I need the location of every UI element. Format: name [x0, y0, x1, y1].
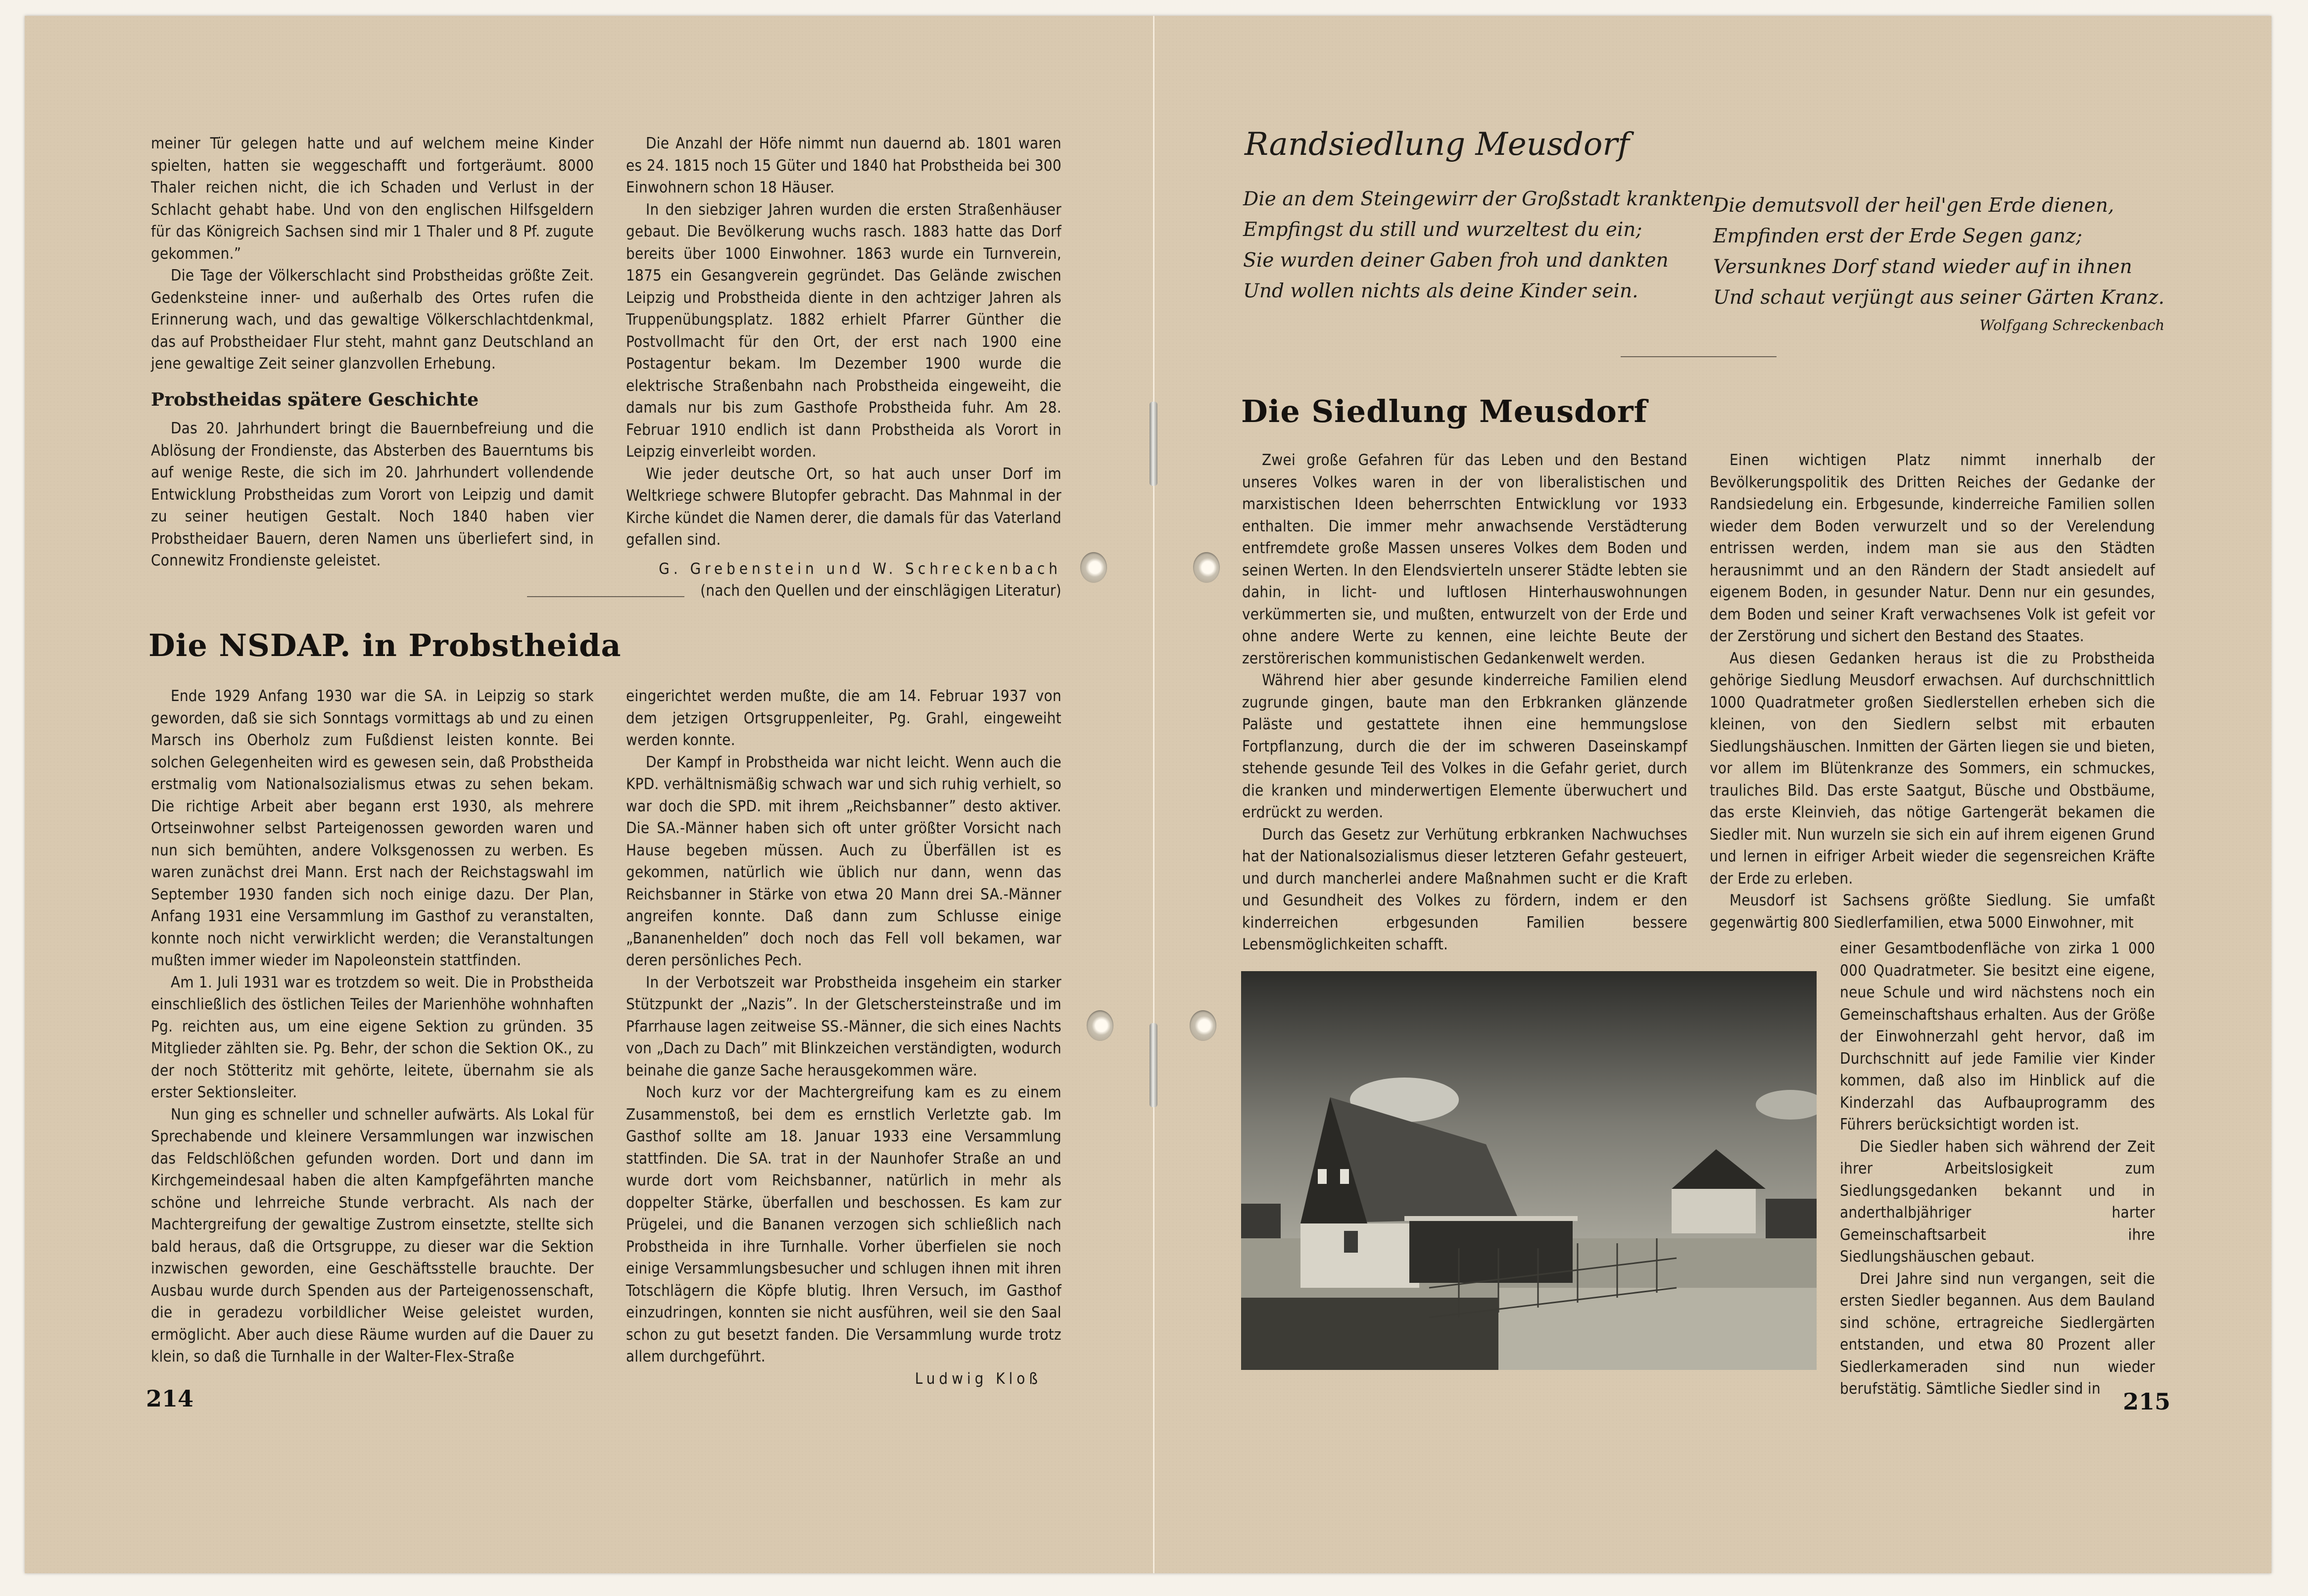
punch-hole: [1087, 1010, 1113, 1041]
poem-line: Und schaut verjüngt aus seiner Gärten Kranz.: [1713, 286, 2164, 309]
paragraph: Am 1. Juli 1931 war es trotzdem so weit. Die in Probstheida einschließlich des östlichen Teiles der Marienhöhe wohnhaften Pg. reichten aus, um eine eigene Sektion zu gründen. 35 Mitglieder zählten sie. Pg. Behr, der schon die Sektion OK., zu der noch Stötteritz mit gehörte, leitete, übernahm sie als erster Sektionsleiter.: [151, 973, 594, 1101]
paragraph: Wie jeder deutsche Ort, so hat auch unser Dorf im Weltkriege schwere Blutopfer gebracht. Das Mahnmal in der Kirche kündet die Namen derer, die damals für das Vaterland gefallen sind.: [626, 465, 1061, 549]
poem-line: Die demutsvoll der heil'gen Erde dienen,: [1713, 194, 2115, 217]
section-divider: [527, 596, 684, 597]
left-col1-top: [151, 133, 594, 572]
poem-line: Und wollen nichts als deine Kinder sein.: [1243, 280, 1638, 302]
paragraph: Aus diesen Gedanken heraus ist die zu Probstheida gehörige Siedlung Meusdorf erwachsen. Auf durchschnittlich 1000 Quadratmeter großen Siedlerstellen erheben sich die kleinen, von den Siedlern selbst mit erbauten Siedlungshäuschen. Inmitten der Gärten liegen sie und bieten, vor allem im Blütenkranze des Sommers, ein schmuckes, trauliches Bild. Das erste Saatgut, Büsche und Obstbäume, das erste Kleinvieh, das nötige Gartengerät bekamen die Siedler mit. Nun wurzeln sie sich ein auf ihrem eigenen Grund und lernen in eifriger Arbeit wieder die segensreichen Kräfte der Erde zu erleben.: [1710, 649, 2155, 888]
author-byline: Ludwig Kloß: [914, 1369, 1042, 1388]
paragraph: Die Siedler haben sich während der Zeit ihrer Arbeitslosigkeit zum Siedlungsgedanken bekannt und in anderthalbjähriger harter Gemeinschaftsarbeit ihre Siedlungshäuschen gebaut.: [1840, 1137, 2155, 1266]
garden-dark: [1241, 1298, 1498, 1370]
nsdap-col2: [626, 685, 1061, 1390]
paragraph: meiner Tür gelegen hatte und auf welchem meine Kinder spielten, hatten sie weggeschafft und fortgeräumt. 8000 Thaler reichen nicht, die ich Schaden und Verlust in der Schlacht gehabt habe. Und von den englischen Hilfsgeldern für das Königreich Sachsen sind mir 1 Thaler und 8 Pf. zugute gekommen.”: [151, 135, 594, 263]
punch-hole: [1193, 552, 1220, 583]
paragraph: Das 20. Jahrhundert bringt die Bauernbefreiung und die Ablösung der Frondienste, das Absterben des Bauerntums bis auf wenige Reste, die sich im 20. Jahrhundert vollendende Entwicklung Probstheidas zum Vorort von Leipzig und damit zu seiner heutigen Gestalt. Noch 1840 haben vier Probstheidaer Bauern, deren Namen uns überliefert sind, in Connewitz Frondienste geleistet.: [151, 420, 594, 569]
garden-light: [1498, 1288, 1817, 1370]
paragraph: In den siebziger Jahren wurden die ersten Straßenhäuser gebaut. Die Bevölkerung wuchs rasch. 1883 hatte das Dorf bereits über 1000 Einwohner. 1863 wurde ein Turnverein, 1875 ein Gesangverein gegründet. Das Gelände zwischen Leipzig und Probstheida diente in den achtziger Jahren als Truppenübungsplatz. 1882 erhielt Pfarrer Günther die Postvollmacht für den Ort, der erst nach 1900 eine Postagentur bekam. Im Dezember 1900 wurde die elektrische Straßenbahn nach Probstheida eingeweiht, die damals nur bis zum Gasthofe Probstheida fuhr. Am 28. Februar 1910 endlich ist dann Probstheida als Vorort in Leipzig einverleibt worden.: [626, 200, 1061, 461]
paragraph: Drei Jahre sind nun vergangen, seit die ersten Siedler begannen. Aus dem Bauland sind schöne, ertragreiche Siedlergärten entstanden, und etwa 80 Prozent aller Siedlerkameraden sind nun wieder berufstätig. Sämtliche Siedler sind in: [1840, 1269, 2155, 1398]
paragraph: Nun ging es schneller und schneller aufwärts. Als Lokal für Sprechabende und kleinere Versammlungen war inzwischen das Feldschlößchen gefunden worden. Dort und dann im Kirchgemeindesaal haben die alten Kampfgefährten manche schöne und lehrreiche Stunde verbracht. Als nach der Machtergreifung der gewaltige Zustrom einsetzte, stellte sich bald heraus, daß die Ortsgruppe, zu dieser war die Sektion inzwischen geworden, eine Geschäftsstelle brauchte. Der Ausbau wurde durch Spenden aus der Parteigenossenschaft, die in geradezu vorbildlicher Weise geleistet wurden, ermöglicht. Aber auch diese Räume wurden auf die Dauer zu klein, so daß die Turnhalle in der Walter-Flex-Straße: [151, 1105, 594, 1365]
settlement-house-photo: [1241, 971, 1817, 1370]
poem-stanza-1: [1243, 184, 1721, 307]
poem-line: Empfinden erst der Erde Segen ganz;: [1713, 225, 2082, 247]
paragraph: Die Anzahl der Höfe nimmt nun dauernd ab. 1801 waren es 24. 1815 noch 15 Güter und 1840 hat Probstheida bei 300 Einwohnern schon 18 Häuser.: [626, 135, 1061, 196]
left-col2-top: [626, 133, 1061, 602]
source-note: (nach den Quellen und der einschlägigen Literatur): [700, 582, 1061, 600]
page-number: 214: [146, 1385, 194, 1412]
nsdap-col1: [151, 685, 594, 1368]
paragraph: Die Tage der Völkerschlacht sind Probstheidas größte Zeit. Gedenksteine inner- und außerhalb des Ortes rufen die Erinnerung wach, und das gewaltige Völkerschlachtdenkmal, das auf Probstheidaer Flur steht, mahnt ganz Deutschland an jene gewaltige Zeit seiner glanzvollen Erhebung.: [151, 267, 594, 373]
section-divider: [1621, 356, 1777, 357]
neighbour-house: [1766, 1199, 1817, 1238]
paragraph: Während hier aber gesunde kinderreiche Familien elend zugrunde gingen, baute man den Erbkranken glänzende Paläste und gestattete ihnen eine hemmungslose Fortpflanzung, durch die der im schweren Daseinskampf stehende gesunde Teil des Volkes in die Gefahr geriet, durch die kranken und minderwertigen Elemente überwuchert und erdrückt zu werden.: [1242, 671, 1687, 821]
paragraph: Meusdorf ist Sachsens größte Siedlung. Sie umfaßt gegenwärtig 800 Siedlerfamilien, etwa 5000 Einwohner, mit: [1710, 892, 2155, 932]
meusdorf-col2-narrow: [1840, 938, 2155, 1400]
paragraph: Durch das Gesetz zur Verhütung erbkranken Nachwuchses hat der Nationalsozialismus dieser letzteren Gefahr gesteuert, und durch mancherlei andere Maßnahmen sucht er die Kraft und Gesundheit des Volkes zu fördern, indem er den kinderreichen erbgesunden Familien bessere Lebensmöglichkeiten schafft.: [1242, 825, 1687, 953]
spine-fold: [1153, 16, 1154, 1573]
paragraph: Ende 1929 Anfang 1930 war die SA. in Leipzig so stark geworden, daß sie sich Sonntags vormittags ab und zu einen Marsch ins Oberholz zum Fußdienst leisten konnte. Bei solchen Gelegenheiten wird es gewesen sein, daß Probstheida erstmalig vom Nationalsozialismus etwas zu sehen bekam. Die richtige Arbeit aber begann erst 1930, als mehrere Ortseinwohner selbst Parteigenossen geworden waren und nun sich bemühten, andere Volksgenossen zu werben. Es waren zunächst drei Mann. Erst nach der Reichstagswahl im September 1930 fanden sich noch einige dazu. Der Plan, Anfang 1931 eine Versammlung im Gasthof zu veranstalten, konnte noch nicht verwirklicht werden; die Veranstaltungen mußten immer wieder im Napoleonstein stattfinden.: [151, 687, 594, 969]
article-heading: Die Siedlung Meusdorf: [1241, 393, 1648, 429]
subheading: Probstheidas spätere Geschichte: [151, 389, 479, 410]
meusdorf-col2: [1710, 449, 2155, 934]
paragraph: eingerichtet werden mußte, die am 14. Februar 1937 von dem jetzigen Ortsgruppenleiter, Pg. Grahl, eingeweiht werden konnte.: [626, 687, 1061, 749]
paragraph: Einen wichtigen Platz nimmt innerhalb der Bevölkerungspolitik des Dritten Reiches der Gedanke der Randsiedelung ein. Erbgesunde, kinderreiche Familien sollen wieder dem Boden verwurzelt und so der Verelendung entrissen werden, indem man sie aus den Städten herausnimmt und an den Rändern der Stadt ansiedelt auf eigenem Boden, in gesunder Natur. Denn nur ein gesundes, dem Boden und seiner Kraft verwachsenes Volk ist gefeit vor der Zerstörung und sichert den Bestand des Staates.: [1710, 451, 2155, 645]
paragraph: Zwei große Gefahren für das Leben und den Bestand unseres Volkes waren in der von liberalistischen und marxistischen Ideen beherrschten Entwicklung vor 1933 enthalten. Die immer mehr anwachsende Verstädterung entfremdete große Massen unseres Volkes dem Boden und seinen Werten. In den Elendsvierteln unserer Städte lebten sie dahin, in licht- und luftlosen Hinterhauswohnungen verkümmerten sie, und mußten, entwurzelt von der Erde und ohne andere Werte zu kennen, eine leichte Beute der zerstörerischen kommunistischen Gedankenwelt werden.: [1242, 451, 1687, 667]
house-window: [1340, 1169, 1349, 1184]
neighbour-house: [1241, 1204, 1281, 1238]
meusdorf-col1: [1242, 449, 1687, 956]
shed-roof: [1404, 1216, 1578, 1221]
house-wall: [1300, 1223, 1419, 1288]
poem-line: Sie wurden deiner Gaben froh und dankten: [1243, 249, 1669, 272]
punch-hole: [1190, 1010, 1216, 1041]
poem-line: Versunknes Dorf stand wieder auf in ihnen: [1713, 256, 2132, 278]
poem-line: Die an dem Steingewirr der Großstadt krankten,: [1243, 188, 1721, 210]
poem-author: Wolfgang Schreckenbach: [1979, 317, 2164, 333]
article-heading: Die NSDAP. in Probstheida: [148, 627, 622, 663]
author-byline: G. Grebenstein und W. Schreckenbach: [659, 560, 1061, 578]
paragraph: In der Verbotszeit war Probstheida insgeheim ein starker Stützpunkt der „Nazis”. In der Gletschersteinstraße und im Pfarrhause lagen zeitweise SS.-Männer, die sich eines Nachts von „Dach zu Dach” mit Blinkzeichen verständigten, wodurch beinahe die ganze Sache herausgekommen wäre.: [626, 973, 1061, 1080]
poem-title: Randsiedlung Meusdorf: [1245, 126, 1630, 163]
house-window: [1318, 1169, 1327, 1184]
punch-hole: [1080, 552, 1107, 583]
staple: [1150, 402, 1157, 486]
house-wall: [1672, 1189, 1756, 1233]
staple: [1150, 1023, 1157, 1107]
paragraph: Der Kampf in Probstheida war nicht leicht. Wenn auch die KPD. verhältnismäßig schwach war und sich ruhig verhielt, so war doch die SPD. mit ihrem „Reichsbanner” desto aktiver. Die SA.-Männer haben sich oft unter größter Vorsicht nach Hause begeben müssen. Auch zu Überfällen ist es gekommen, natürlich wie üblich nur dann, wenn das Reichsbanner in Stärke von etwa 20 Mann drei SA.-Männer angreifen konnte. Daß dann zum Schlusse einige „Bananenhelden” doch noch das Fell voll bekamen, war deren persönliches Pech.: [626, 753, 1061, 969]
poem-stanza-2: [1713, 190, 2164, 313]
poem-line: Empfingst du still und wurzeltest du ein;: [1243, 219, 1642, 241]
paragraph: einer Gesamtbodenfläche von zirka 1 000 000 Quadratmeter. Sie besitzt eine eigene, neue Schule und wird nächstens noch ein Gemeinschaftshaus erhalten. Aus der Größe der Einwohnerzahl geht hervor, daß im Durchschnitt auf jede Familie vier Kinder kommen, daß also im Hinblick auf die Kinderzahl das Aufbauprogramm des Führers berücksichtigt worden ist.: [1840, 939, 2155, 1133]
house-window: [1344, 1231, 1358, 1253]
page-number: 215: [2123, 1388, 2171, 1415]
paragraph: Noch kurz vor der Machtergreifung kam es zu einem Zusammenstoß, bei dem es ernstlich Verletzte gab. Im Gasthof sollte am 18. Januar 1933 eine Versammlung stattfinden. Die SA. trat in der Naunhofer Straße an und wurde dort vom Reichsbanner, natürlich in mehr als doppelter Stärke, überfallen und beschossen. Es kam zur Prügelei, und die Bananen verzogen sich schließlich nach Probstheida in ihre Turnhalle. Vorher überfielen sie noch einige Versammlungsbesucher und schlugen ihnen mit ihren Totschlägern die Köpfe blutig. Ihren Versuch, im Gasthof einzudringen, konnten sie nicht ausführen, weil sie den Saal schon zu gut besetzt fanden. Die Versammlung wurde trotz allem durchgeführt.: [626, 1083, 1061, 1365]
